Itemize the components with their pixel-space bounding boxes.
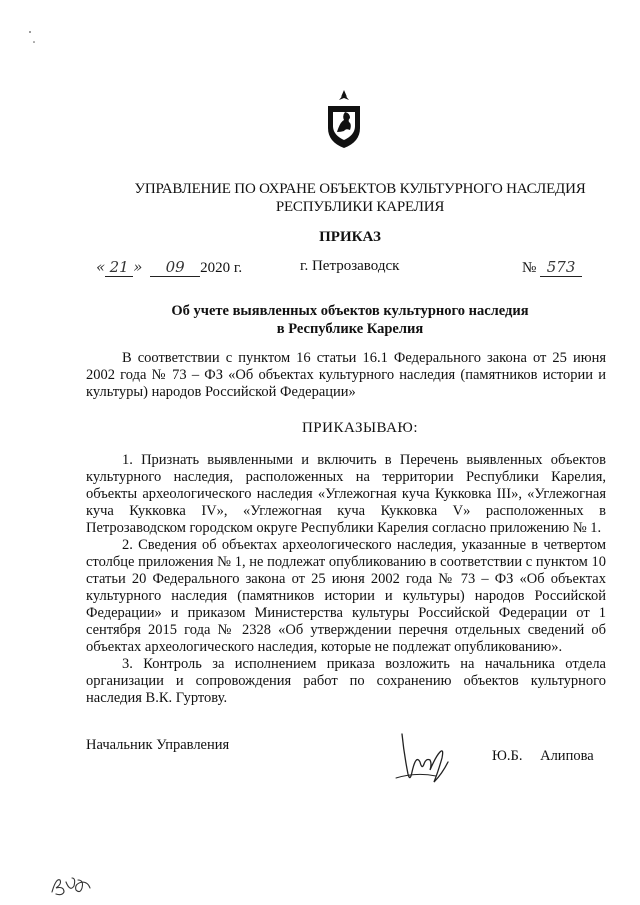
date-open-quote: « (96, 258, 106, 276)
handwritten-signature (392, 728, 464, 792)
org-line-1: УПРАВЛЕНИЕ ПО ОХРАНЕ ОБЪЕКТОВ КУЛЬТУРНОГО НАСЛЕДИЯ (134, 181, 586, 197)
signatory-position: Начальник Управления (86, 737, 230, 753)
document-type: ПРИКАЗ (319, 229, 381, 245)
order-items (86, 452, 606, 707)
order-item-3: 3. Контроль за исполнением приказа возложить на начальника отдела организации и сопровождения работ по сохранению объектов культурного наследия В.К. Гуртову. (86, 656, 606, 706)
order-item-2: 2. Сведения об объектах археологического наследия, указанные в четвертом столбце приложения № 1, не подлежат опубликованию в соответствии с пунктом 10 статьи 20 Федерального закона от 25 июня 2002 года № 73 – ФЗ «Об объектах культурного наследия (памятников истории и культуры) народов Российской Федерации» и приказом Министерства культуры Российской Федерации от 1 сентября 2015 года № 2328 «Об утверждении перечня отдельных сведений об объектах археологического наследия, которые не подлежат опубликованию». (86, 537, 606, 655)
order-item-1: 1. Признать выявленными и включить в Перечень выявленных объектов культурного наследия, расположенных на территории Республики Карелия, объекты археологического наследия «Углежогная куча Кукковка III», «Углежогная куча Кукковка IV», «Углежогная куча Кукковка V» расположенных в Петрозаводском городском округе Республики Карелия согласно приложению № 1. (86, 452, 606, 536)
date-year: 2020 г. (200, 260, 243, 276)
subject-line-1: Об учете выявленных объектов культурного наследия (171, 303, 529, 319)
order-word: ПРИКАЗЫВАЮ: (301, 420, 419, 436)
organization-name (100, 180, 620, 216)
preamble-text: В соответствии с пунктом 16 статьи 16.1 Федерального закона от 25 июня 2002 года № 73 – ФЗ «Об объектах культурного наследия (памятников истории и культуры) народов Российской Федерации» (86, 350, 606, 400)
city: г. Петрозаводск (300, 258, 400, 274)
subject-line-2: в Республике Карелия (276, 321, 424, 337)
order-number (522, 258, 582, 277)
date-close-quote: » (133, 258, 143, 276)
handwritten-margin-mark (50, 876, 94, 896)
order-subject (150, 302, 550, 338)
date-month: 09 (150, 258, 200, 277)
coat-of-arms-icon (322, 88, 366, 152)
number-label: № (522, 260, 537, 276)
date-day: 21 (105, 258, 133, 277)
org-line-2: РЕСПУБЛИКИ КАРЕЛИЯ (275, 199, 445, 215)
preamble (86, 350, 606, 401)
signatory-name: Ю.Б. Алипова (492, 748, 594, 764)
scan-speck-marks (26, 28, 46, 52)
number-value: 573 (540, 258, 582, 277)
order-date (96, 258, 242, 277)
